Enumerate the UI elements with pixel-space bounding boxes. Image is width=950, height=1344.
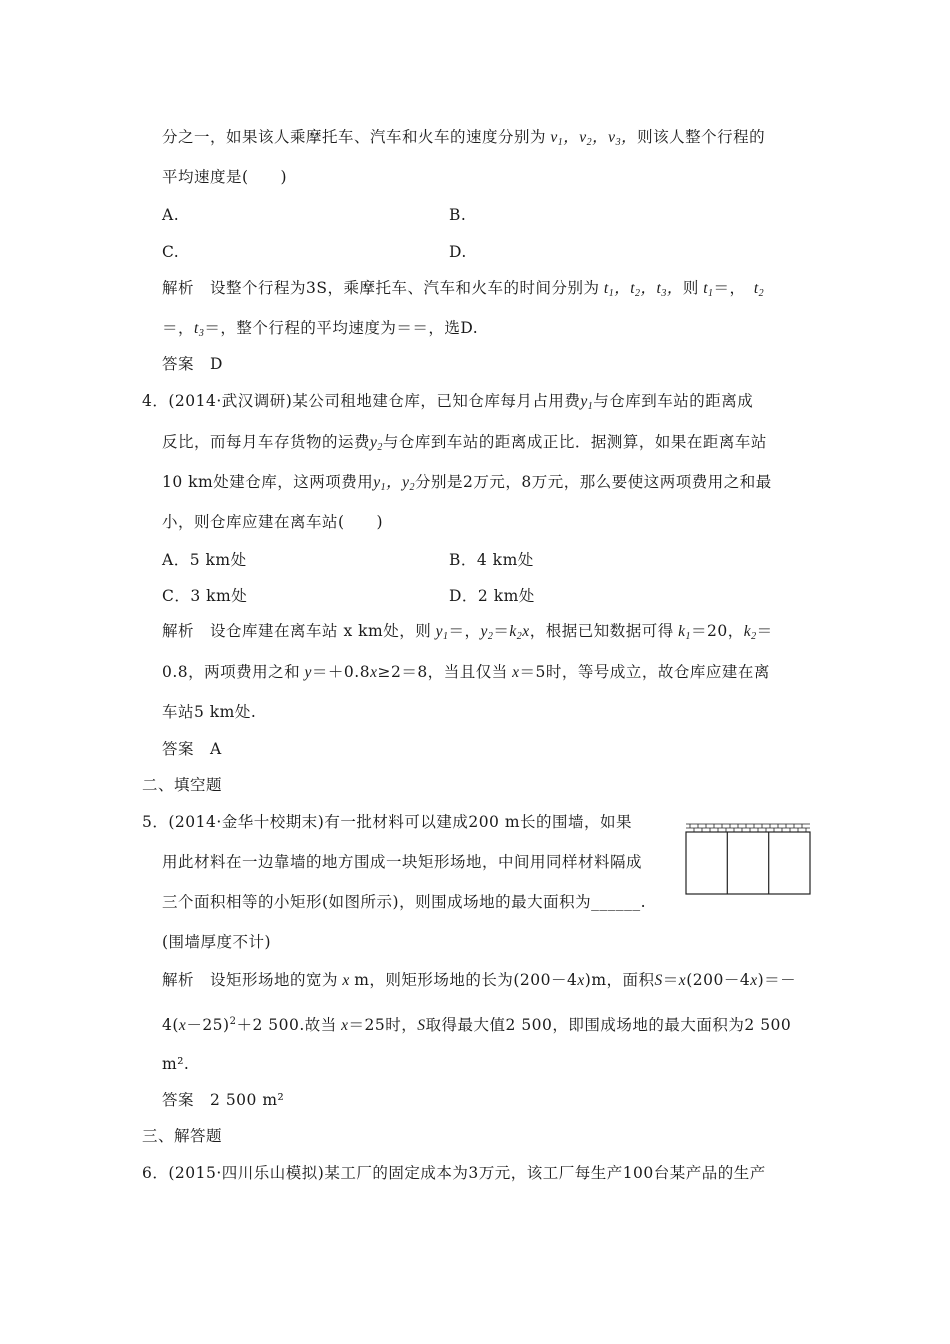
q4-text-line-1: 4．(2014·武汉调研)某公司租地建仓库，已知仓库每月占用费$y_1$与仓库到车站的距离成 <box>142 392 754 412</box>
q4-text-line-4: 小，则仓库应建在离车站( ) <box>162 513 384 531</box>
q4-option-b: B．4 km处 <box>449 551 534 569</box>
q4-option-c: C．3 km处 <box>162 587 248 605</box>
field-outline <box>686 832 810 894</box>
q4-text-line-3: 10 km处建仓库，这两项费用$y_1$，$y_2$分别是2万元，8万元，那么要使这两项费用之和最 <box>162 473 772 493</box>
q5-text-line-4: (围墙厚度不计) <box>162 933 272 951</box>
q3-option-a: A. <box>162 206 180 224</box>
q5-text-line-1: 5．(2014·金华十校期末)有一批材料可以建成200 m长的围墙，如果 <box>142 813 633 831</box>
q4-solution-line-1: 解析 设仓库建在离车站 x km处，则 $y_1=$，$y_2=k_2x$，根据已知数据可得 $k_1=20$，$k_2=$ <box>162 622 773 642</box>
wall-rectangle-diagram <box>684 822 812 896</box>
q3-solution-line-2: ＝，$t_3=$，整个行程的平均速度为＝＝，选D. <box>162 319 479 339</box>
wall-hatching <box>686 824 810 832</box>
q3-option-d: D. <box>449 243 467 261</box>
q5-text-line-2: 用此材料在一边靠墙的地方围成一块矩形场地，中间用同样材料隔成 <box>162 853 643 871</box>
q5-solution-line-2: $4(x-25)^2+2$ 500.故当 x＝25时，S取得最大值2 500，即围成场地的最大面积为2 500 <box>162 1016 792 1034</box>
q3-answer: 答案 D <box>162 355 223 373</box>
q4-answer: 答案 A <box>162 740 222 758</box>
q5-solution-line-3: m². <box>162 1055 190 1073</box>
q5-text-line-3: 三个面积相等的小矩形(如图所示)，则围成场地的最大面积为______. <box>162 893 647 911</box>
q5-answer: 答案 2 500 m² <box>162 1091 285 1109</box>
q3-text-line-2: 平均速度是( ) <box>162 168 288 186</box>
q3-text-line-1: 分之一，如果该人乘摩托车、汽车和火车的速度分别为 $v_1$，$v_2$，$v_3$，则该人整个行程的 <box>162 128 766 148</box>
q4-solution-line-3: 车站5 km处. <box>162 703 257 721</box>
q6-text-line-1: 6．(2015·四川乐山模拟)某工厂的固定成本为3万元，该工厂每生产100台某产品的生产 <box>142 1164 766 1182</box>
section-heading-solve: 三、解答题 <box>142 1127 223 1145</box>
q5-solution-line-1: 解析 设矩形场地的宽为 x m，则矩形场地的长为(200－4x)m，面积S＝x(200－4x)＝－ <box>162 971 797 989</box>
q4-text-line-2: 反比，而每月车存货物的运费$y_2$与仓库到车站的距离成正比．据测算，如果在距离车站 <box>162 433 767 453</box>
q4-option-d: D．2 km处 <box>449 587 535 605</box>
q3-solution-line-1: 解析 设整个行程为3S，乘摩托车、汽车和火车的时间分别为 $t_1$，$t_2$，$t_3$，则 $t_1=$， $t_2$ <box>162 279 765 299</box>
q4-option-a: A．5 km处 <box>162 551 247 569</box>
q3-option-c: C. <box>162 243 180 261</box>
section-heading-fill-in: 二、填空题 <box>142 776 223 794</box>
q4-solution-line-2: 0.8，两项费用之和 y＝＋0.8x≥2＝8，当且仅当 x＝5时，等号成立，故仓库应建在离 <box>162 663 770 681</box>
q3-option-b: B. <box>449 206 467 224</box>
